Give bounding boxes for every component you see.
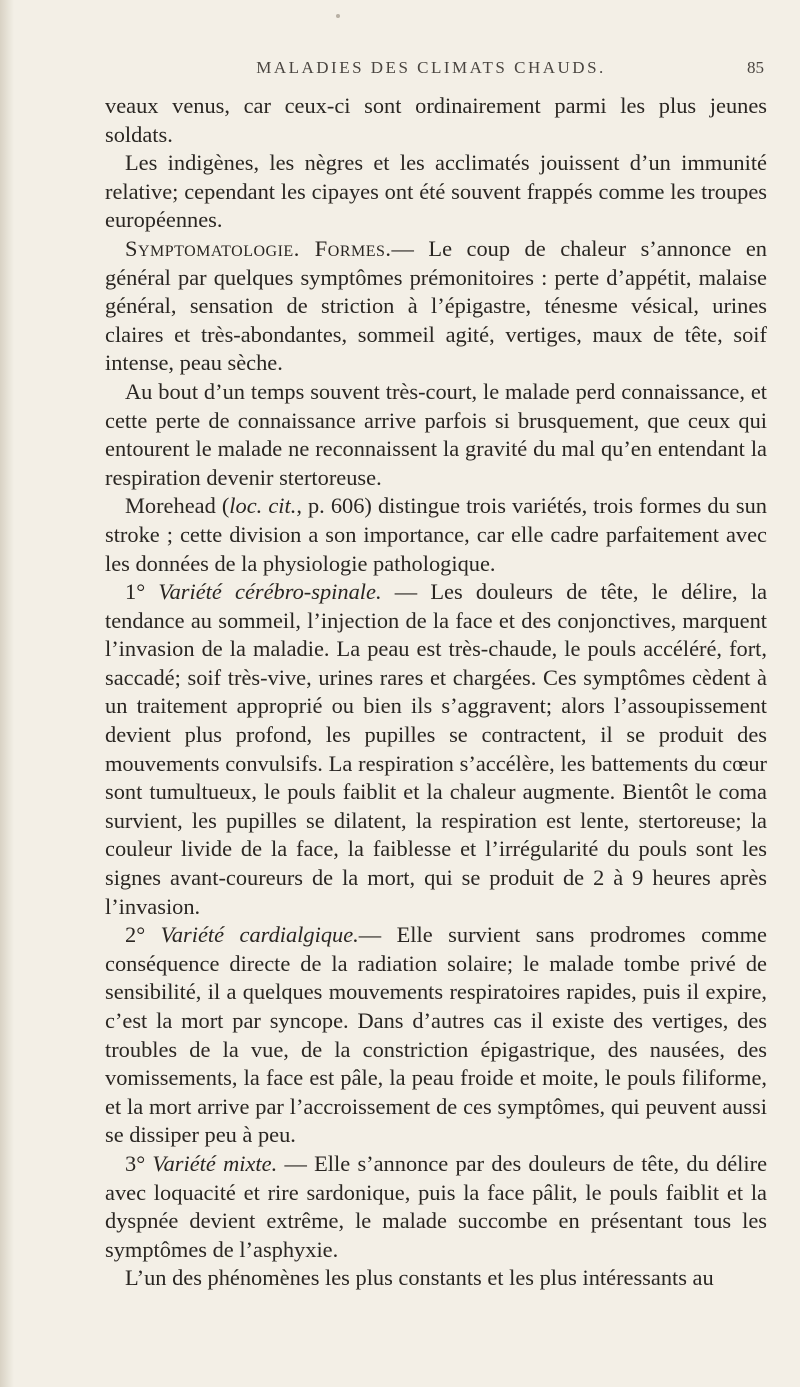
paragraph-text: — Le coup de chaleur s’annonce en général par quelques symptômes prémonitoires : perte d’appétit, malaise général, sensation de striction à l’épigastre, ténesme vésical, urines claires et très-abondantes, sommeil agité, vertiges, maux de tête, soif intense, peau sèche. — [105, 235, 768, 376]
paragraph — [105, 149, 767, 235]
section-heading: Symptomatologie. Formes. — [125, 235, 392, 261]
paragraph-text: — Les douleurs de tête, le délire, la tendance au sommeil, l’injection de la face et des conjonctives, marquent l’invasion de la maladie. La peau est très-chaude, le pouls accéléré, fort, saccadé; soif très-vive, urines rares et chargées. Ces symptômes cèdent à un traitement approprié ou bien ils s’aggravent; alors l’assoupissement devient plus profond, les pupilles se contractent, il se produit des mouvements convulsifs. La respiration s’accélère, les battements du cœur sont tumultueux, le pouls faiblit et la chaleur augmente. Bientôt le coma survient, les pupilles se dilatent, la respiration est lente, stertoreuse; la couleur livide de la face, la faiblesse et l’irrégularité du pouls sont les signes avant-coureurs de la mort, qui se produit de 2 à 9 heures après l’invasion. — [105, 579, 768, 919]
paragraph-prefix: Morehead ( — [125, 493, 230, 519]
paragraph-text: — Elle survient sans prodromes comme conséquence directe de la radiation solaire; le malade tombe privé de sensibilité, il a quelques mouvements respiratoires rapides, puis il expire, c’est la mort par syncope. Dans d’autres cas il existe des vertiges, des troubles de la vue, de la constriction épigastrique, des nausées, des vomissements, la face est pâle, la peau froide et moite, le pouls filiforme, et la mort arrive par l’accroissement de ces symptômes, qui peuvent aussi se dissiper peu à peu. — [105, 922, 767, 1148]
running-head — [98, 58, 764, 88]
running-title: MALADIES DES CLIMATS CHAUDS. — [256, 58, 606, 77]
paragraph-text: Les indigènes, les nègres et les acclimatés jouissent d’un immunité relative; cependant les cipayes ont été souvent frappés comme les troupes européennes. — [105, 150, 767, 233]
list-number: 2° — [125, 922, 161, 948]
list-number: 1° — [125, 579, 159, 605]
paragraph-text: , p. 606) distingue trois variétés, trois formes du sun stroke ; cette division a son importance, car elle cadre parfaitement avec les données de la physiologie pathologique. — [105, 493, 767, 576]
paragraph — [105, 92, 767, 149]
paragraph-text: veaux venus, car ceux-ci sont ordinairement parmi les plus jeunes soldats. — [105, 93, 767, 147]
paper-speck — [336, 14, 340, 18]
body-text — [105, 92, 767, 1293]
list-number: 3° — [125, 1150, 153, 1176]
binding-shadow — [0, 0, 14, 1387]
paragraph — [105, 1264, 767, 1293]
paragraph-text: Au bout d’un temps souvent très-court, le malade perd connaissance, et cette perte de connaissance arrive parfois si brusquement, que ceux qui entourent le malade ne reconnaissent la gravité du mal qu’en entendant la respiration devenir stertoreuse. — [105, 378, 767, 490]
paragraph — [105, 235, 767, 378]
paragraph — [105, 378, 767, 492]
variety-heading: Variété cérébro-spinale. — [158, 579, 382, 605]
paragraph — [105, 578, 767, 921]
paragraph — [105, 1150, 767, 1264]
paragraph — [105, 492, 767, 578]
paragraph — [105, 921, 767, 1150]
paragraph-text: L’un des phénomènes les plus constants et les plus intéressants au — [125, 1265, 714, 1291]
page-number: 85 — [747, 58, 764, 77]
variety-heading: Variété mixte. — [152, 1150, 278, 1176]
paragraph-text: — Elle s’annonce par des douleurs de tête, du délire avec loquacité et rire sardonique, puis la face pâlit, le pouls faiblit et la dyspnée devient extrême, le malade succombe en présentant tous les symptômes de l’asphyxie. — [105, 1150, 768, 1262]
variety-heading: Variété cardialgique. — [160, 922, 359, 948]
citation: loc. cit. — [229, 493, 297, 519]
